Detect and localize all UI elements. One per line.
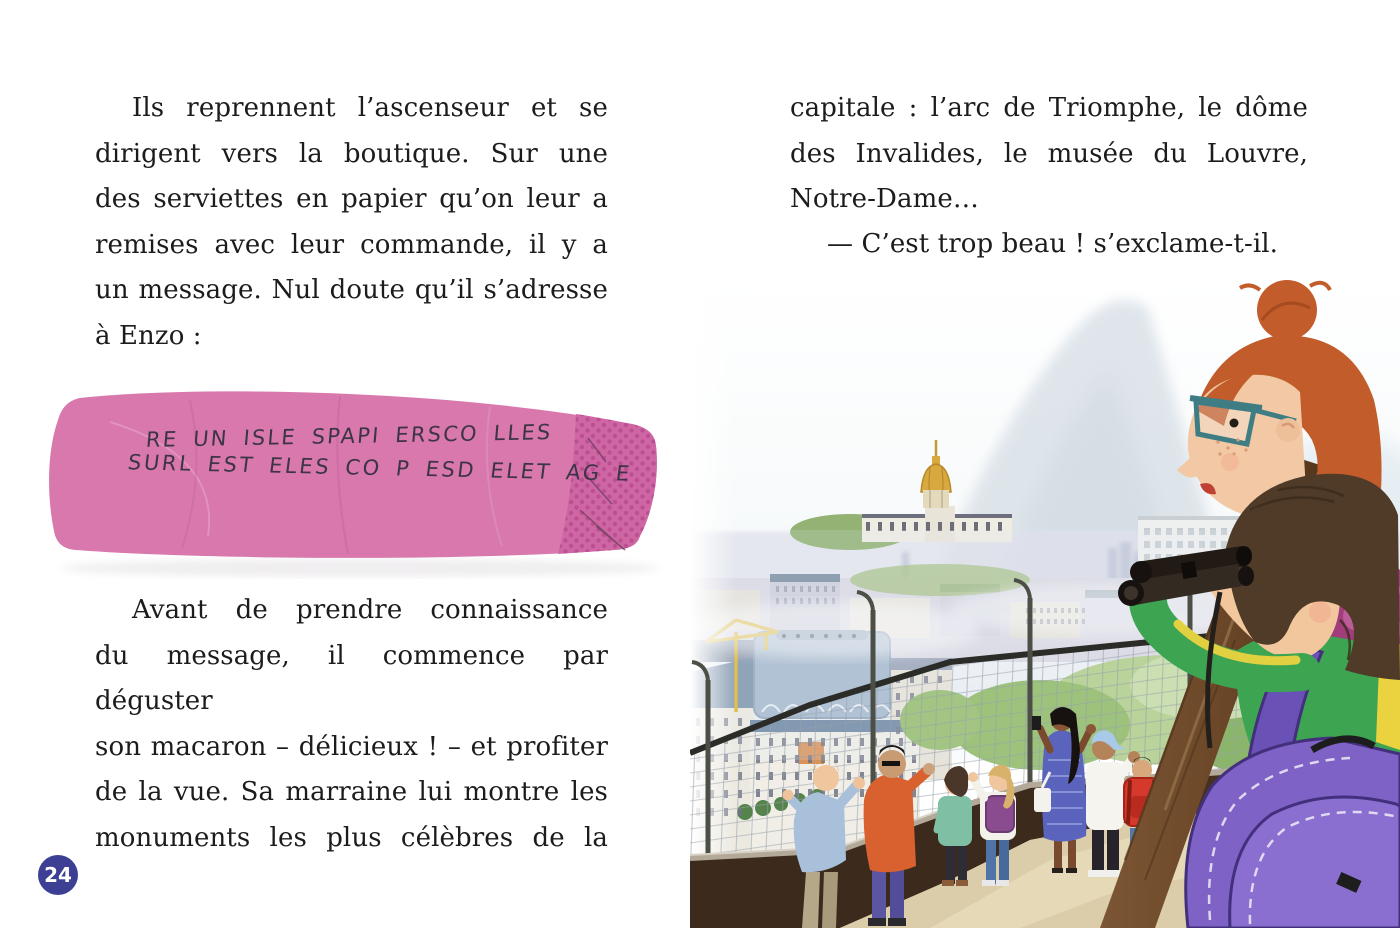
right-paragraph-2 (790, 222, 1308, 268)
text-line: de la vue. Sa marraine lui montre les (95, 777, 608, 807)
text-line: — C’est trop beau ! s’exclame-t-il. (827, 229, 1279, 259)
right-paragraph-1 (790, 86, 1308, 223)
text-line: Ils reprennent l’ascenseur et se (132, 93, 608, 123)
edge-fade (690, 280, 736, 928)
text-line: des Invalides, le musée du Louvre, (790, 138, 1308, 169)
text-line: son macaron – délicieux ! – et profiter (95, 731, 608, 762)
text-line: Notre-Dame… (790, 184, 979, 214)
text-line: dirigent vers la boutique. Sur une (95, 138, 608, 169)
text-line: un message. Nul doute qu’il s’adresse (95, 275, 608, 305)
page-number-badge: 24 (38, 855, 78, 895)
napkin-message-line2: SURL EST ELES CO P ESD ELET AG E (126, 450, 634, 486)
napkin-message-line1: RE UN ISLE SPAPI ERSCO LLES (145, 420, 554, 452)
eiffel-deck-illustration (690, 280, 1400, 928)
text-line: des serviettes en papier qu’on leur a (95, 184, 608, 214)
text-line: à Enzo : (95, 320, 202, 351)
text-line: capitale : l’arc de Triomphe, le dôme (790, 93, 1308, 123)
text-line: monuments les plus célèbres de la (95, 822, 608, 853)
text-line: du message, il commence par déguster (95, 640, 608, 716)
left-paragraph-2 (95, 588, 608, 861)
napkin-illustration (40, 378, 680, 583)
text-line: Avant de prendre connaissance (132, 595, 608, 625)
left-paragraph-1 (95, 86, 608, 359)
text-line: remises avec leur commande, il y a (95, 229, 608, 260)
